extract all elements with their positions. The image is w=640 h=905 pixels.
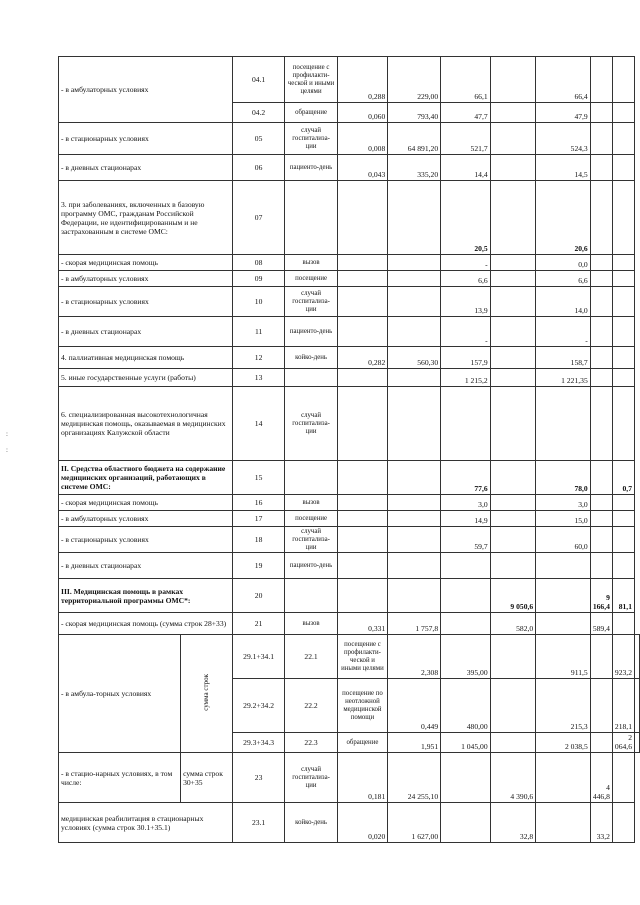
value-cell [441,613,491,635]
value-cell: 2 038,5 [536,733,591,753]
value-cell [612,57,634,103]
table-row [59,57,640,103]
value-cell [337,511,388,527]
value-cell: 78,0 [536,461,591,495]
value-cell [337,287,388,317]
value-cell [388,387,441,461]
value-cell: 0,7 [612,461,634,495]
value-cell [490,369,536,387]
value-cell [490,679,536,733]
value-cell: 14,9 [441,511,491,527]
value-cell [337,527,388,553]
table-row [59,553,640,579]
table-row [59,317,640,347]
value-cell [490,511,536,527]
value-cell [590,527,612,553]
vertical-label [181,635,233,753]
value-cell [612,255,634,271]
row-label: - в амбула-торных условиях [59,635,181,753]
value-cell: 47,7 [441,103,491,123]
value-cell: 0,449 [388,679,441,733]
unit-cell: койко-день [285,347,337,369]
financing-table [58,56,640,843]
value-cell: 4 390,6 [490,753,536,803]
value-cell [490,527,536,553]
value-cell [388,317,441,347]
value-cell [337,271,388,287]
row-label: - скорая медицинская помощь (сумма строк 28+33) [59,613,233,635]
unit-cell: случай госпитализа-ции [285,387,337,461]
value-cell [590,317,612,347]
row-number: 17 [232,511,285,527]
value-cell [337,181,388,255]
unit-cell [285,461,337,495]
value-cell: 158,7 [536,347,591,369]
value-cell: 59,7 [441,527,491,553]
row-number: 04.2 [232,103,285,123]
unit-cell: койко-день [285,803,337,843]
value-cell: 480,00 [441,679,491,733]
unit-cell: пациенто-день [285,553,337,579]
value-cell: 335,20 [388,155,441,181]
row-number: 14 [232,387,285,461]
value-cell [536,803,591,843]
value-cell [441,553,491,579]
value-cell [590,123,612,155]
value-cell: 1 757,8 [388,613,441,635]
value-cell: 0,008 [337,123,388,155]
value-cell: 2,308 [388,635,441,679]
row-number: 05 [232,123,285,155]
row-number: 15 [232,461,285,495]
value-cell: 77,6 [441,461,491,495]
value-cell [612,495,634,511]
row-number: 20 [232,579,285,613]
value-cell [590,733,612,753]
unit-cell: посещение по неотложной медицинской помощи [337,679,388,733]
unit-cell: случай госпитализа-ции [285,123,337,155]
value-cell [635,733,640,753]
row-number: 23 [232,753,285,803]
value-cell [590,635,612,679]
value-cell [612,613,634,635]
row-label: - в стационарных условиях [59,123,233,155]
value-cell: 0,020 [337,803,388,843]
value-cell [337,255,388,271]
value-cell [590,271,612,287]
value-cell: 3,0 [536,495,591,511]
value-cell [612,287,634,317]
value-cell [635,635,640,679]
value-cell [337,387,388,461]
value-cell [441,753,491,803]
value-cell [388,579,441,613]
table-row [59,155,640,181]
row-label: - скорая медицинская помощь [59,255,233,271]
table-row [59,527,640,553]
value-cell [612,155,634,181]
value-cell [490,635,536,679]
value-cell [388,271,441,287]
margin-mark: : [6,446,8,454]
value-cell: - [536,317,591,347]
value-cell [388,511,441,527]
value-cell [536,387,591,461]
value-cell: 2 064,6 [612,733,634,753]
row-label: медицинская реабилитация в стационарных условиях (сумма строк 30.1+35.1) [59,803,233,843]
value-cell [490,181,536,255]
value-cell: 1 627,00 [388,803,441,843]
value-cell: 0,331 [337,613,388,635]
value-cell [590,347,612,369]
value-cell [490,103,536,123]
value-cell [388,553,441,579]
value-cell [388,461,441,495]
value-cell [490,553,536,579]
row-label: - в амбулаторных условиях [59,511,233,527]
formula-cell: 29.3+34.3 [232,733,285,753]
value-cell [337,553,388,579]
row-number: 12 [232,347,285,369]
value-cell [388,495,441,511]
value-cell: 64 891,20 [388,123,441,155]
value-cell: 923,2 [612,635,634,679]
value-cell: 1,951 [388,733,441,753]
value-cell [490,155,536,181]
value-cell: 66,1 [441,57,491,103]
value-cell [590,287,612,317]
value-cell: 1 045,00 [441,733,491,753]
row-number: 09 [232,271,285,287]
row-number: 10 [232,287,285,317]
value-cell: 395,00 [441,635,491,679]
value-cell [612,103,634,123]
vertical-text: сумма строк [201,674,210,711]
value-cell [590,103,612,123]
row-number: 04.1 [232,57,285,103]
value-cell [536,579,591,613]
table-row [59,347,640,369]
unit-cell: случай госпитализа-ции [285,753,337,803]
row-label: 4. паллиативная медицинская помощь [59,347,233,369]
value-cell [441,387,491,461]
value-cell [490,461,536,495]
value-cell [612,271,634,287]
value-cell [590,461,612,495]
value-cell: 9 166,4 [590,579,612,613]
value-cell: 15,0 [536,511,591,527]
value-cell [490,733,536,753]
value-cell: 1 221,35 [536,369,591,387]
value-cell [590,255,612,271]
row-number: 22.3 [285,733,337,753]
unit-cell: обращение [285,103,337,123]
value-cell: 157,9 [441,347,491,369]
row-number: 08 [232,255,285,271]
value-cell: 218,1 [612,679,634,733]
row-number: 13 [232,369,285,387]
value-cell [612,511,634,527]
value-cell: 0,0 [536,255,591,271]
value-cell [590,181,612,255]
value-cell: 793,40 [388,103,441,123]
unit-cell: вызов [285,255,337,271]
value-cell [490,123,536,155]
value-cell [388,255,441,271]
unit-cell: случай госпитализа-ции [285,527,337,553]
value-cell [536,753,591,803]
value-cell [590,387,612,461]
row-label: 5. иные государственные услуги (работы) [59,369,233,387]
unit-cell: посещение [285,511,337,527]
unit-cell: случай госпитализа-ции [285,287,337,317]
value-cell: 4 446,8 [590,753,612,803]
value-cell [388,287,441,317]
value-cell: - [441,255,491,271]
value-cell: 215,3 [536,679,591,733]
value-cell [590,553,612,579]
value-cell [612,527,634,553]
value-cell [536,553,591,579]
row-label: - в дневных стационарах [59,317,233,347]
row-number: 19 [232,553,285,579]
table-row [59,635,640,679]
margin-mark: : [6,430,8,438]
unit-cell: вызов [285,495,337,511]
value-cell [490,287,536,317]
unit-cell [285,579,337,613]
value-cell [337,579,388,613]
table-row [59,369,640,387]
value-cell: 1 215,2 [441,369,491,387]
value-cell [612,553,634,579]
value-cell: 589,4 [590,613,612,635]
value-cell [612,317,634,347]
formula-cell: 29.1+34.1 [232,635,285,679]
value-cell [590,511,612,527]
value-cell: 60,0 [536,527,591,553]
value-cell [337,495,388,511]
unit-cell: вызов [285,613,337,635]
row-number: 23.1 [232,803,285,843]
value-cell [590,679,612,733]
value-cell: 6,6 [536,271,591,287]
table-row [59,123,640,155]
value-cell: 14,0 [536,287,591,317]
table-row [59,255,640,271]
value-cell: 0,181 [337,753,388,803]
table-row [59,579,640,613]
value-cell: 33,2 [590,803,612,843]
unit-cell: посещение [285,271,337,287]
table-body [59,57,640,843]
value-cell: 24 255,10 [388,753,441,803]
value-cell: 32,8 [490,803,536,843]
value-cell [612,369,634,387]
value-cell [337,461,388,495]
value-cell: 13,9 [441,287,491,317]
value-cell [490,57,536,103]
row-number: 21 [232,613,285,635]
unit-cell: посещение с профилакти-ческой и иными целями [337,635,388,679]
unit-cell: пациенто-день [285,155,337,181]
value-cell: 66,4 [536,57,591,103]
value-cell: 14,5 [536,155,591,181]
value-cell: 20,6 [536,181,591,255]
value-cell [388,527,441,553]
row-label: 6. специализированная высокотехнологичная медицинская помощь, оказываемая в медицинских организациях Калужской области [59,387,233,461]
row-label: 3. при заболеваниях, включенных в базовую программу ОМС, гражданам Российской Федерации, не идентифицированным и не застрахованным в системе ОМС: [59,181,233,255]
value-cell [612,347,634,369]
value-cell: 0,288 [337,57,388,103]
value-cell: 521,7 [441,123,491,155]
row-number: 18 [232,527,285,553]
value-cell [441,803,491,843]
row-label: - в амбулаторных условиях [59,271,233,287]
unit-cell: пациенто-день [285,317,337,347]
value-cell: 9 050,6 [490,579,536,613]
row-number: 07 [232,181,285,255]
value-cell: 3,0 [441,495,491,511]
value-cell: 0,060 [337,103,388,123]
value-cell [590,155,612,181]
value-cell [388,369,441,387]
table-row [59,287,640,317]
value-cell: 0,043 [337,155,388,181]
table-row [59,753,640,803]
table-row [59,613,640,635]
row-number: 16 [232,495,285,511]
row-label: - скорая медицинская помощь [59,495,233,511]
table-row [59,495,640,511]
value-cell [612,803,634,843]
row-label: - в дневных стационарах [59,553,233,579]
row-label: II. Средства областного бюджета на содержание медицинских организаций, работающих в системе ОМС: [59,461,233,495]
value-cell [337,369,388,387]
table-row [59,803,640,843]
row-number: 22.2 [285,679,337,733]
table-row [59,271,640,287]
row-number: 06 [232,155,285,181]
row-number: 11 [232,317,285,347]
value-cell [612,387,634,461]
value-cell [635,679,640,733]
value-cell: - [441,317,491,347]
value-cell [536,613,591,635]
unit-cell [285,369,337,387]
row-label: - в амбулаторных условиях [59,57,233,123]
value-cell [612,753,634,803]
value-cell [590,495,612,511]
value-cell [441,579,491,613]
table-row [59,181,640,255]
value-cell: 560,30 [388,347,441,369]
value-cell: 6,6 [441,271,491,287]
value-cell: 524,3 [536,123,591,155]
value-cell: 911,5 [536,635,591,679]
value-cell: 47,9 [536,103,591,123]
value-cell: 20,5 [441,181,491,255]
value-cell [490,255,536,271]
table-row [59,387,640,461]
value-cell [612,123,634,155]
value-cell [590,369,612,387]
row-label: - в стацио-нарных условиях, в том числе: [59,753,181,803]
value-cell [490,495,536,511]
value-cell: 582,0 [490,613,536,635]
value-cell: 81,1 [612,579,634,613]
formula-cell: сумма строк 30+35 [181,753,233,803]
value-cell: 14,4 [441,155,491,181]
value-cell [490,347,536,369]
unit-cell: посещение с профилакти-ческой и иными целями [285,57,337,103]
unit-cell: обращение [337,733,388,753]
table-row [59,461,640,495]
value-cell [612,181,634,255]
unit-cell [285,181,337,255]
row-label: - в дневных стационарах [59,155,233,181]
value-cell: 0,282 [337,347,388,369]
row-label: - в стационарных условиях [59,287,233,317]
value-cell [388,181,441,255]
value-cell: 229,00 [388,57,441,103]
value-cell [490,271,536,287]
value-cell [590,57,612,103]
value-cell [337,317,388,347]
value-cell [490,317,536,347]
row-label: III. Медицинская помощь в рамках территориальной программы ОМС*: [59,579,233,613]
row-label: - в стационарных условиях [59,527,233,553]
row-number: 22.1 [285,635,337,679]
table-row [59,511,640,527]
value-cell [490,387,536,461]
formula-cell: 29.2+34.2 [232,679,285,733]
